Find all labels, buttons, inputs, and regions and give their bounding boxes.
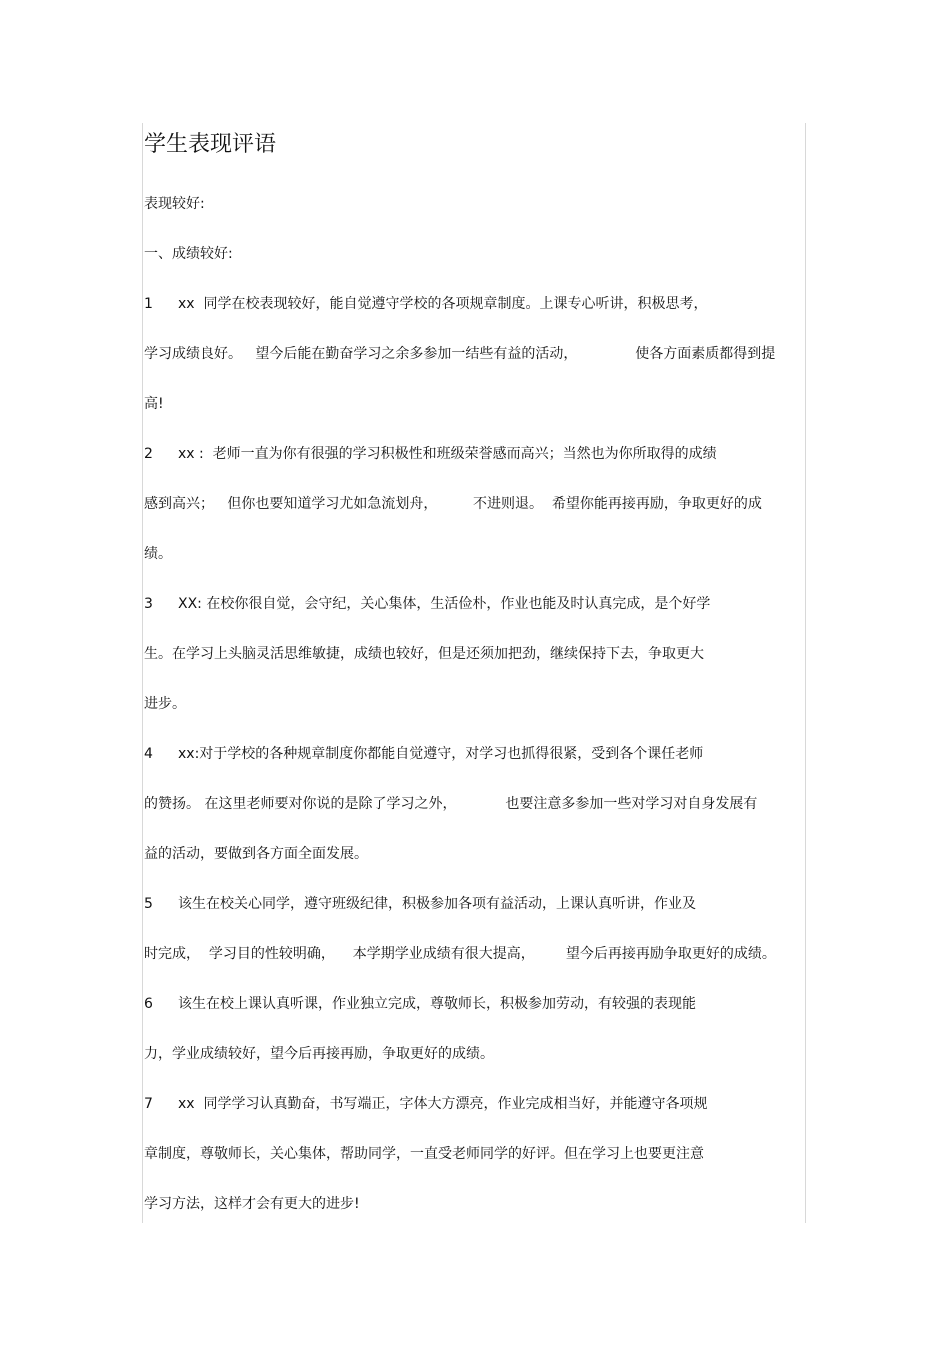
comment-line: [144, 1144, 704, 1164]
comment-line: [144, 944, 776, 964]
comment-text: xx 同学在校表现较好，能自觉遵守学校的各项规章制度。上课专心听讲，积极思考，: [178, 296, 708, 312]
comment-text: 章制度，尊敬师长，关心集体，帮助同学，一直受老师同学的好评。但在学习上也要更注意: [144, 1146, 704, 1162]
comment-text: 益的活动，要做到各方面全面发展。: [144, 846, 368, 862]
right-margin-rule: [805, 123, 806, 1223]
comment-line: [144, 394, 164, 414]
comment-text: 学习方法，这样才会有更大的进步!: [144, 1196, 360, 1212]
subsection-heading: 一、成绩较好:: [144, 246, 233, 262]
comment-line: [144, 294, 707, 314]
comment-text: xx:对于学校的各种规章制度你都能自觉遵守，对学习也抓得很紧，受到各个课任老师: [178, 746, 704, 762]
section-heading: 表现较好:: [144, 196, 205, 212]
comment-text: 绩。: [144, 546, 172, 562]
item-number: 4: [144, 746, 153, 762]
comment-line: [144, 994, 696, 1014]
comment-line: [144, 844, 368, 864]
comment-line: [144, 1044, 494, 1064]
page-title: 学生表现评语: [144, 132, 277, 157]
comment-text: 生。在学习上头脑灵活思维敏捷，成绩也较好，但是还须加把劲，继续保持下去，争取更大: [144, 646, 704, 662]
comment-text: XX: 在校你很自觉，会守纪，关心集体，生活俭朴，作业也能及时认真完成，是个好学: [178, 596, 711, 612]
comment-line: [144, 894, 696, 914]
item-number: 2: [144, 446, 153, 462]
comment-line: [144, 1194, 360, 1214]
item-number: 1: [144, 296, 153, 312]
comment-line: [144, 1094, 707, 1114]
comment-line: [144, 744, 703, 764]
comment-text: 进步。: [144, 696, 186, 712]
left-margin-rule: [142, 123, 143, 1223]
comment-text: xx : 老师一直为你有很强的学习积极性和班级荣誉感而高兴；当然也为你所取得的成绩: [178, 446, 717, 462]
item-number: 5: [144, 896, 153, 912]
comment-line: [144, 594, 710, 614]
comment-text: 时完成， 学习目的性较明确， 本学期学业成绩有很大提高， 望今后再接再励争取更好的成绩。: [144, 946, 776, 962]
item-number: 7: [144, 1096, 153, 1112]
comment-line: [144, 344, 775, 364]
comment-line: [144, 494, 762, 514]
item-number: 6: [144, 996, 153, 1012]
comment-text: 该生在校上课认真听课，作业独立完成，尊敬师长，积极参加劳动，有较强的表现能: [178, 996, 696, 1012]
comment-line: [144, 644, 704, 664]
comment-text: 学习成绩良好。 望今后能在勤奋学习之余多参加一结些有益的活动， 使各方面素质都得到提: [144, 346, 776, 362]
comment-text: 力，学业成绩较好，望今后再接再励，争取更好的成绩。: [144, 1046, 494, 1062]
comment-text: 该生在校关心同学，遵守班级纪律，积极参加各项有益活动，上课认真听讲，作业及: [178, 896, 696, 912]
comment-text: 感到高兴； 但你也要知道学习尤如急流划舟， 不进则退。 希望你能再接再励，争取更好的成: [144, 496, 762, 512]
comment-text: 的赞扬。 在这里老师要对你说的是除了学习之外， 也要注意多参加一些对学习对自身发展有: [144, 796, 758, 812]
comment-line: [144, 444, 717, 464]
comment-line: [144, 794, 757, 814]
comment-text: xx 同学学习认真勤奋，书写端正，字体大方漂亮，作业完成相当好，并能遵守各项规: [178, 1096, 708, 1112]
comment-line: [144, 544, 172, 564]
item-number: 3: [144, 596, 153, 612]
comment-line: [144, 694, 186, 714]
comment-text: 高!: [144, 396, 164, 412]
